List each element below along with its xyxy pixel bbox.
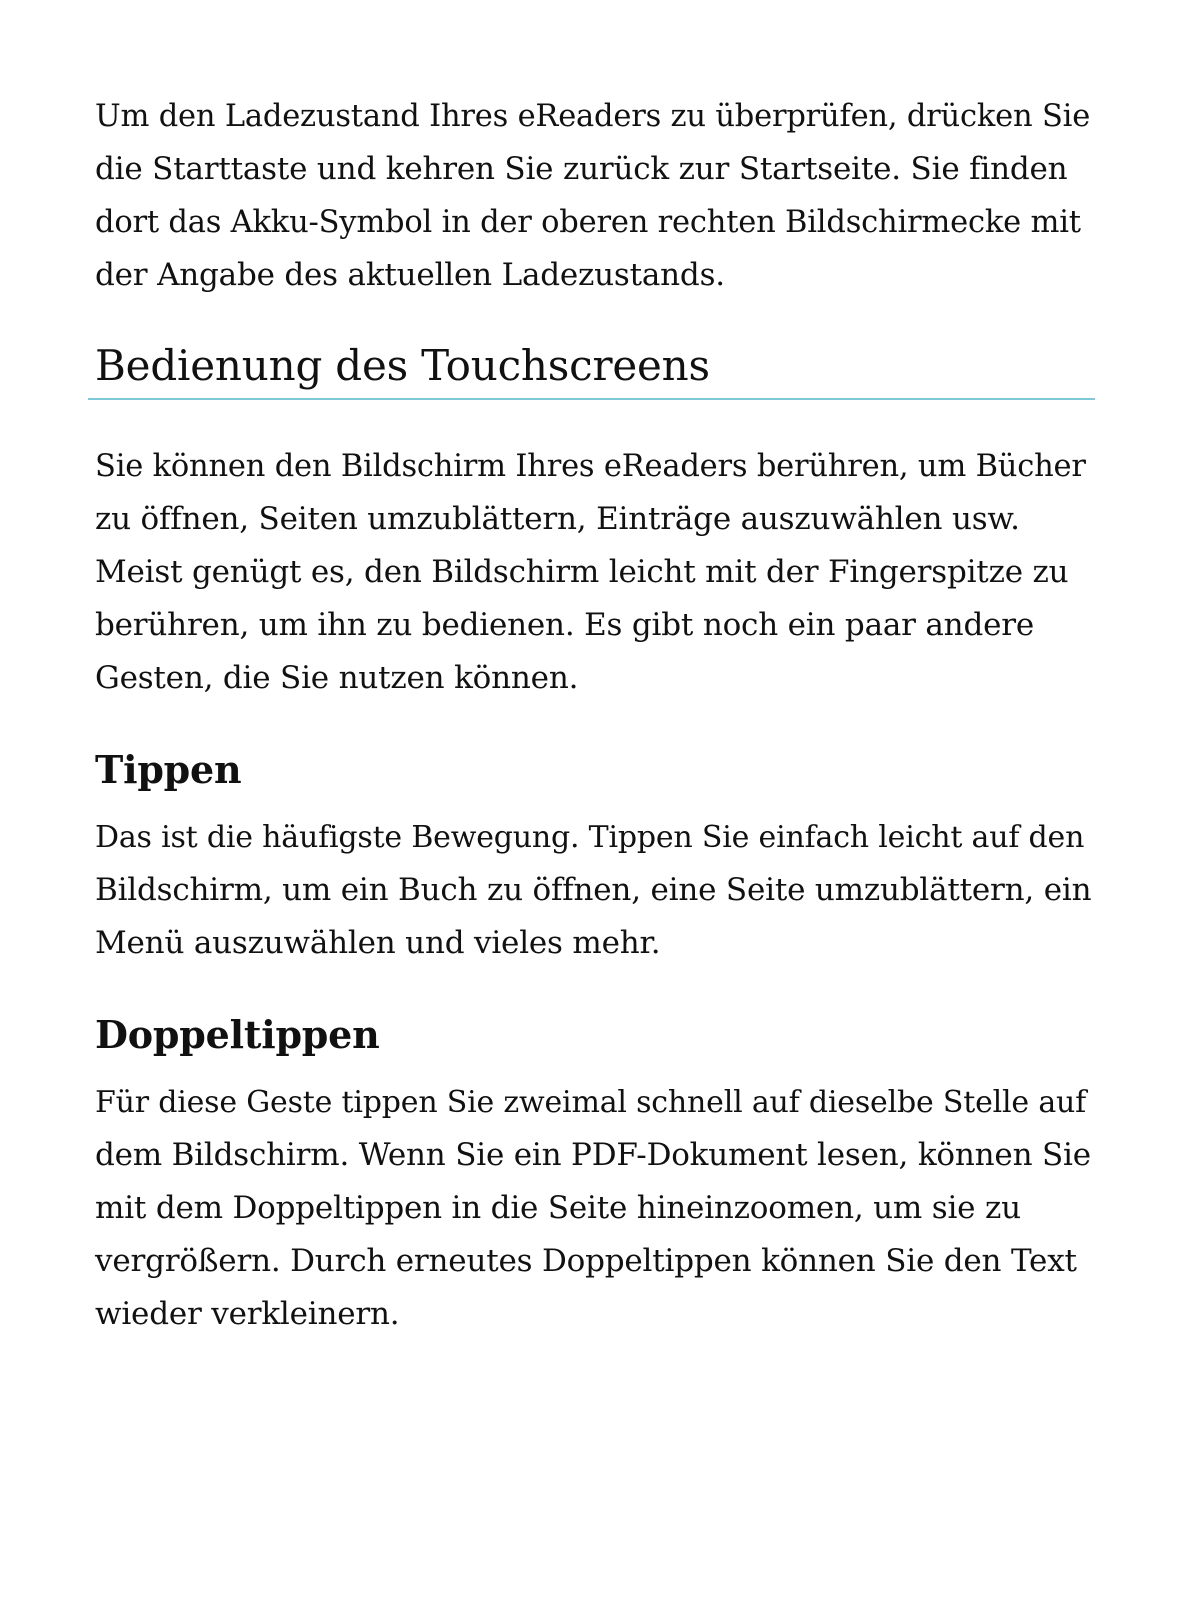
paragraph-line: Sie können den Bildschirm Ihres eReaders berühren, um Bücher xyxy=(95,449,1086,484)
paragraph-line: Das ist die häufigste Bewegung. Tippen Sie einfach leicht auf den xyxy=(95,820,1085,855)
subheading-doppeltippen: Doppeltippen xyxy=(95,1012,380,1057)
paragraph-line: dort das Akku-Symbol in der oberen rechten Bildschirmecke mit xyxy=(95,205,1081,240)
subheading-tippen: Tippen xyxy=(95,747,242,792)
paragraph-line: Gesten, die Sie nutzen können. xyxy=(95,660,579,696)
paragraph-line: Für diese Geste tippen Sie zweimal schnell auf dieselbe Stelle auf xyxy=(95,1085,1087,1120)
document-page xyxy=(95,88,1095,1341)
paragraph-line: Meist genügt es, den Bildschirm leicht mit der Fingerspitze zu xyxy=(95,554,1069,590)
paragraph-line: der Angabe des aktuellen Ladezustands. xyxy=(95,257,725,293)
section-heading-touchscreen: Bedienung des Touchscreens xyxy=(88,338,1095,400)
paragraph-line: Bildschirm, um ein Buch zu öffnen, eine Seite umzublättern, ein xyxy=(95,872,1092,908)
paragraph-line: Um den Ladezustand Ihres eReaders zu überprüfen, drücken Sie xyxy=(95,99,1091,134)
paragraph-line: vergrößern. Durch erneutes Doppeltippen können Sie den Text xyxy=(95,1243,1077,1279)
intro-paragraph xyxy=(95,90,1095,302)
paragraph-line: zu öffnen, Seiten umzublättern, Einträge auszuwählen usw. xyxy=(95,501,1020,537)
paragraph-line: die Starttaste und kehren Sie zurück zur Startseite. Sie finden xyxy=(95,151,1068,187)
paragraph-line: Menü auszuwählen und vieles mehr. xyxy=(95,925,661,961)
paragraph-line: berühren, um ihn zu bedienen. Es gibt noch ein paar andere xyxy=(95,607,1035,643)
doppeltippen-paragraph xyxy=(95,1076,1095,1341)
tippen-paragraph xyxy=(95,811,1095,970)
paragraph-line: dem Bildschirm. Wenn Sie ein PDF-Dokument lesen, können Sie xyxy=(95,1137,1091,1173)
paragraph-line: mit dem Doppeltippen in die Seite hineinzoomen, um sie zu xyxy=(95,1190,1021,1226)
paragraph-line: wieder verkleinern. xyxy=(95,1296,400,1332)
touchscreen-paragraph xyxy=(95,440,1095,705)
